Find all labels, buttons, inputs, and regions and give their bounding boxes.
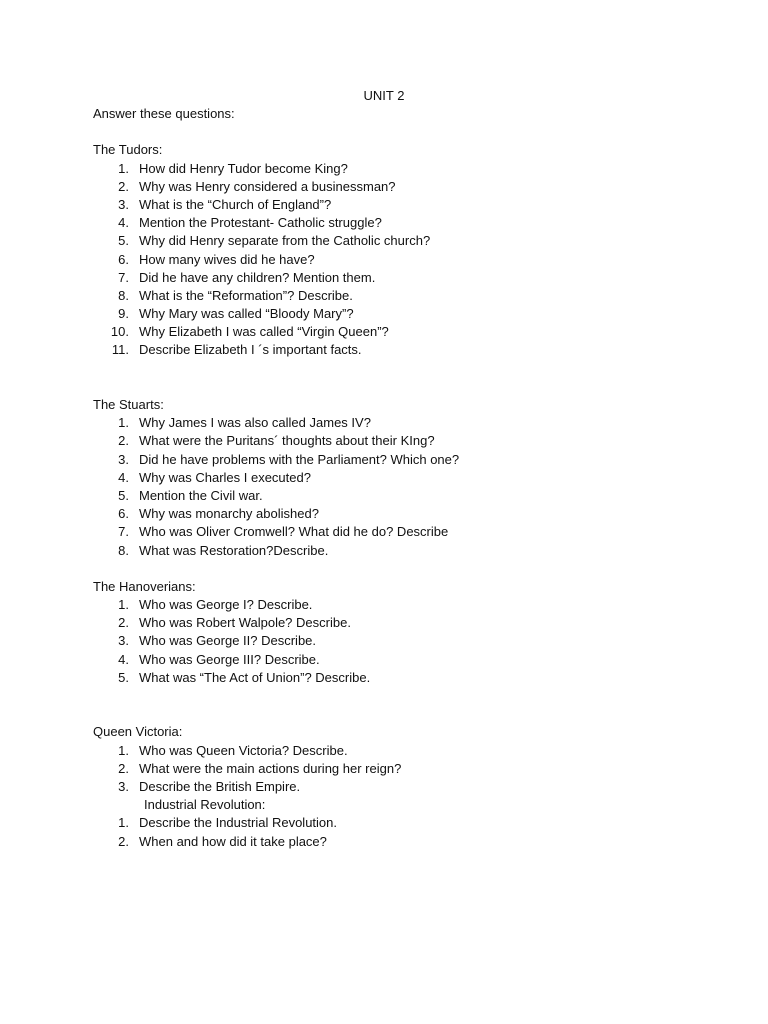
item-number: 3. — [118, 633, 129, 649]
section-queen-victoria — [93, 723, 713, 850]
item-text: What were the Puritans´ thoughts about their KIng? — [139, 433, 435, 449]
item-text: Did he have problems with the Parliament? Which one? — [139, 451, 460, 467]
list-item — [93, 505, 713, 523]
list-item — [93, 341, 713, 359]
item-text: What was Restoration?Describe. — [139, 542, 329, 558]
list-item — [93, 323, 713, 341]
item-number: 10. — [110, 324, 129, 340]
list-item — [93, 542, 713, 560]
item-text: When and how did it take place? — [139, 833, 327, 849]
list-item — [93, 287, 713, 305]
list-item — [93, 487, 713, 505]
item-text: Who was George II? Describe. — [139, 633, 317, 649]
list-item — [93, 742, 713, 760]
item-text: How many wives did he have? — [139, 251, 315, 267]
item-text: Why was Charles I executed? — [139, 469, 311, 485]
item-text: Describe the British Empire. — [139, 778, 301, 794]
item-number: 2. — [118, 760, 129, 776]
subsection-heading: Industrial Revolution: — [144, 797, 266, 813]
item-text: Why Elizabeth I was called “Virgin Queen”? — [139, 324, 389, 340]
item-number: 2. — [118, 833, 129, 849]
item-text: Who was Oliver Cromwell? What did he do? Describe — [139, 524, 449, 540]
section-hanoverians — [93, 578, 713, 687]
list-item — [93, 269, 713, 287]
item-text: Who was Queen Victoria? Describe. — [139, 742, 348, 758]
section-heading: Queen Victoria: — [93, 724, 183, 740]
item-text: Why was monarchy abolished? — [139, 506, 319, 522]
list-item — [93, 451, 713, 469]
list-item — [93, 251, 713, 269]
list-item — [93, 414, 713, 432]
list-item — [93, 651, 713, 669]
item-number: 1. — [118, 415, 129, 431]
item-text: How did Henry Tudor become King? — [139, 160, 348, 176]
list-item — [93, 214, 713, 232]
item-number: 3. — [118, 451, 129, 467]
item-text: Who was George I? Describe. — [139, 597, 313, 613]
list-item — [93, 432, 713, 450]
item-number: 4. — [118, 651, 129, 667]
list-item — [93, 614, 713, 632]
item-number: 8. — [118, 542, 129, 558]
section-heading: The Stuarts: — [93, 397, 164, 413]
item-text: Did he have any children? Mention them. — [139, 269, 376, 285]
list-item — [93, 232, 713, 250]
item-number: 1. — [118, 815, 129, 831]
item-number: 7. — [118, 269, 129, 285]
list-item — [93, 760, 713, 778]
item-text: Describe the Industrial Revolution. — [139, 815, 337, 831]
section-heading: The Hanoverians: — [93, 578, 196, 594]
page-title: UNIT 2 — [363, 88, 405, 103]
list-item — [93, 178, 713, 196]
item-text: Why James I was also called James IV? — [139, 415, 371, 431]
item-number: 1. — [118, 160, 129, 176]
item-number: 2. — [118, 178, 129, 194]
item-text: Who was Robert Walpole? Describe. — [139, 615, 351, 631]
item-text: Why Mary was called “Bloody Mary”? — [139, 306, 354, 322]
item-number: 6. — [118, 251, 129, 267]
intro-text: Answer these questions: — [93, 106, 235, 121]
list-item — [93, 196, 713, 214]
list-item — [93, 469, 713, 487]
item-number: 2. — [118, 433, 129, 449]
list-item — [93, 596, 713, 614]
item-number: 3. — [118, 196, 129, 212]
item-text: Why was Henry considered a businessman? — [139, 178, 396, 194]
item-number: 8. — [118, 287, 129, 303]
item-number: 4. — [118, 469, 129, 485]
list-item — [93, 160, 713, 178]
item-number: 5. — [118, 669, 129, 685]
item-text: What is the “Church of England”? — [139, 196, 332, 212]
list-item — [93, 778, 713, 796]
item-number: 11. — [111, 342, 129, 358]
list-item — [93, 305, 713, 323]
list-item — [93, 523, 713, 541]
item-number: 7. — [118, 524, 129, 540]
item-text: What was “The Act of Union”? Describe. — [139, 669, 371, 685]
list-item — [93, 833, 713, 851]
item-text: Mention the Civil war. — [139, 487, 263, 503]
item-text: Mention the Protestant- Catholic struggle? — [139, 215, 382, 231]
list-item — [93, 632, 713, 650]
item-number: 2. — [118, 615, 129, 631]
item-number: 4. — [118, 215, 129, 231]
section-stuarts — [93, 396, 713, 560]
item-text: Why did Henry separate from the Catholic church? — [139, 233, 431, 249]
item-text: What were the main actions during her reign? — [139, 760, 402, 776]
item-text: What is the “Reformation”? Describe. — [139, 287, 353, 303]
item-number: 9. — [118, 306, 129, 322]
item-number: 6. — [118, 506, 129, 522]
section-heading: The Tudors: — [93, 142, 163, 158]
document-body — [93, 105, 713, 851]
item-number: 5. — [118, 487, 129, 503]
item-text: Who was George III? Describe. — [139, 651, 320, 667]
list-item — [93, 814, 713, 832]
item-number: 1. — [118, 742, 129, 758]
item-number: 5. — [118, 233, 129, 249]
item-number: 3. — [118, 778, 129, 794]
item-text: Describe Elizabeth I ´s important facts. — [139, 342, 362, 358]
item-number: 1. — [118, 597, 129, 613]
list-item — [93, 669, 713, 687]
section-tudors — [93, 141, 713, 359]
